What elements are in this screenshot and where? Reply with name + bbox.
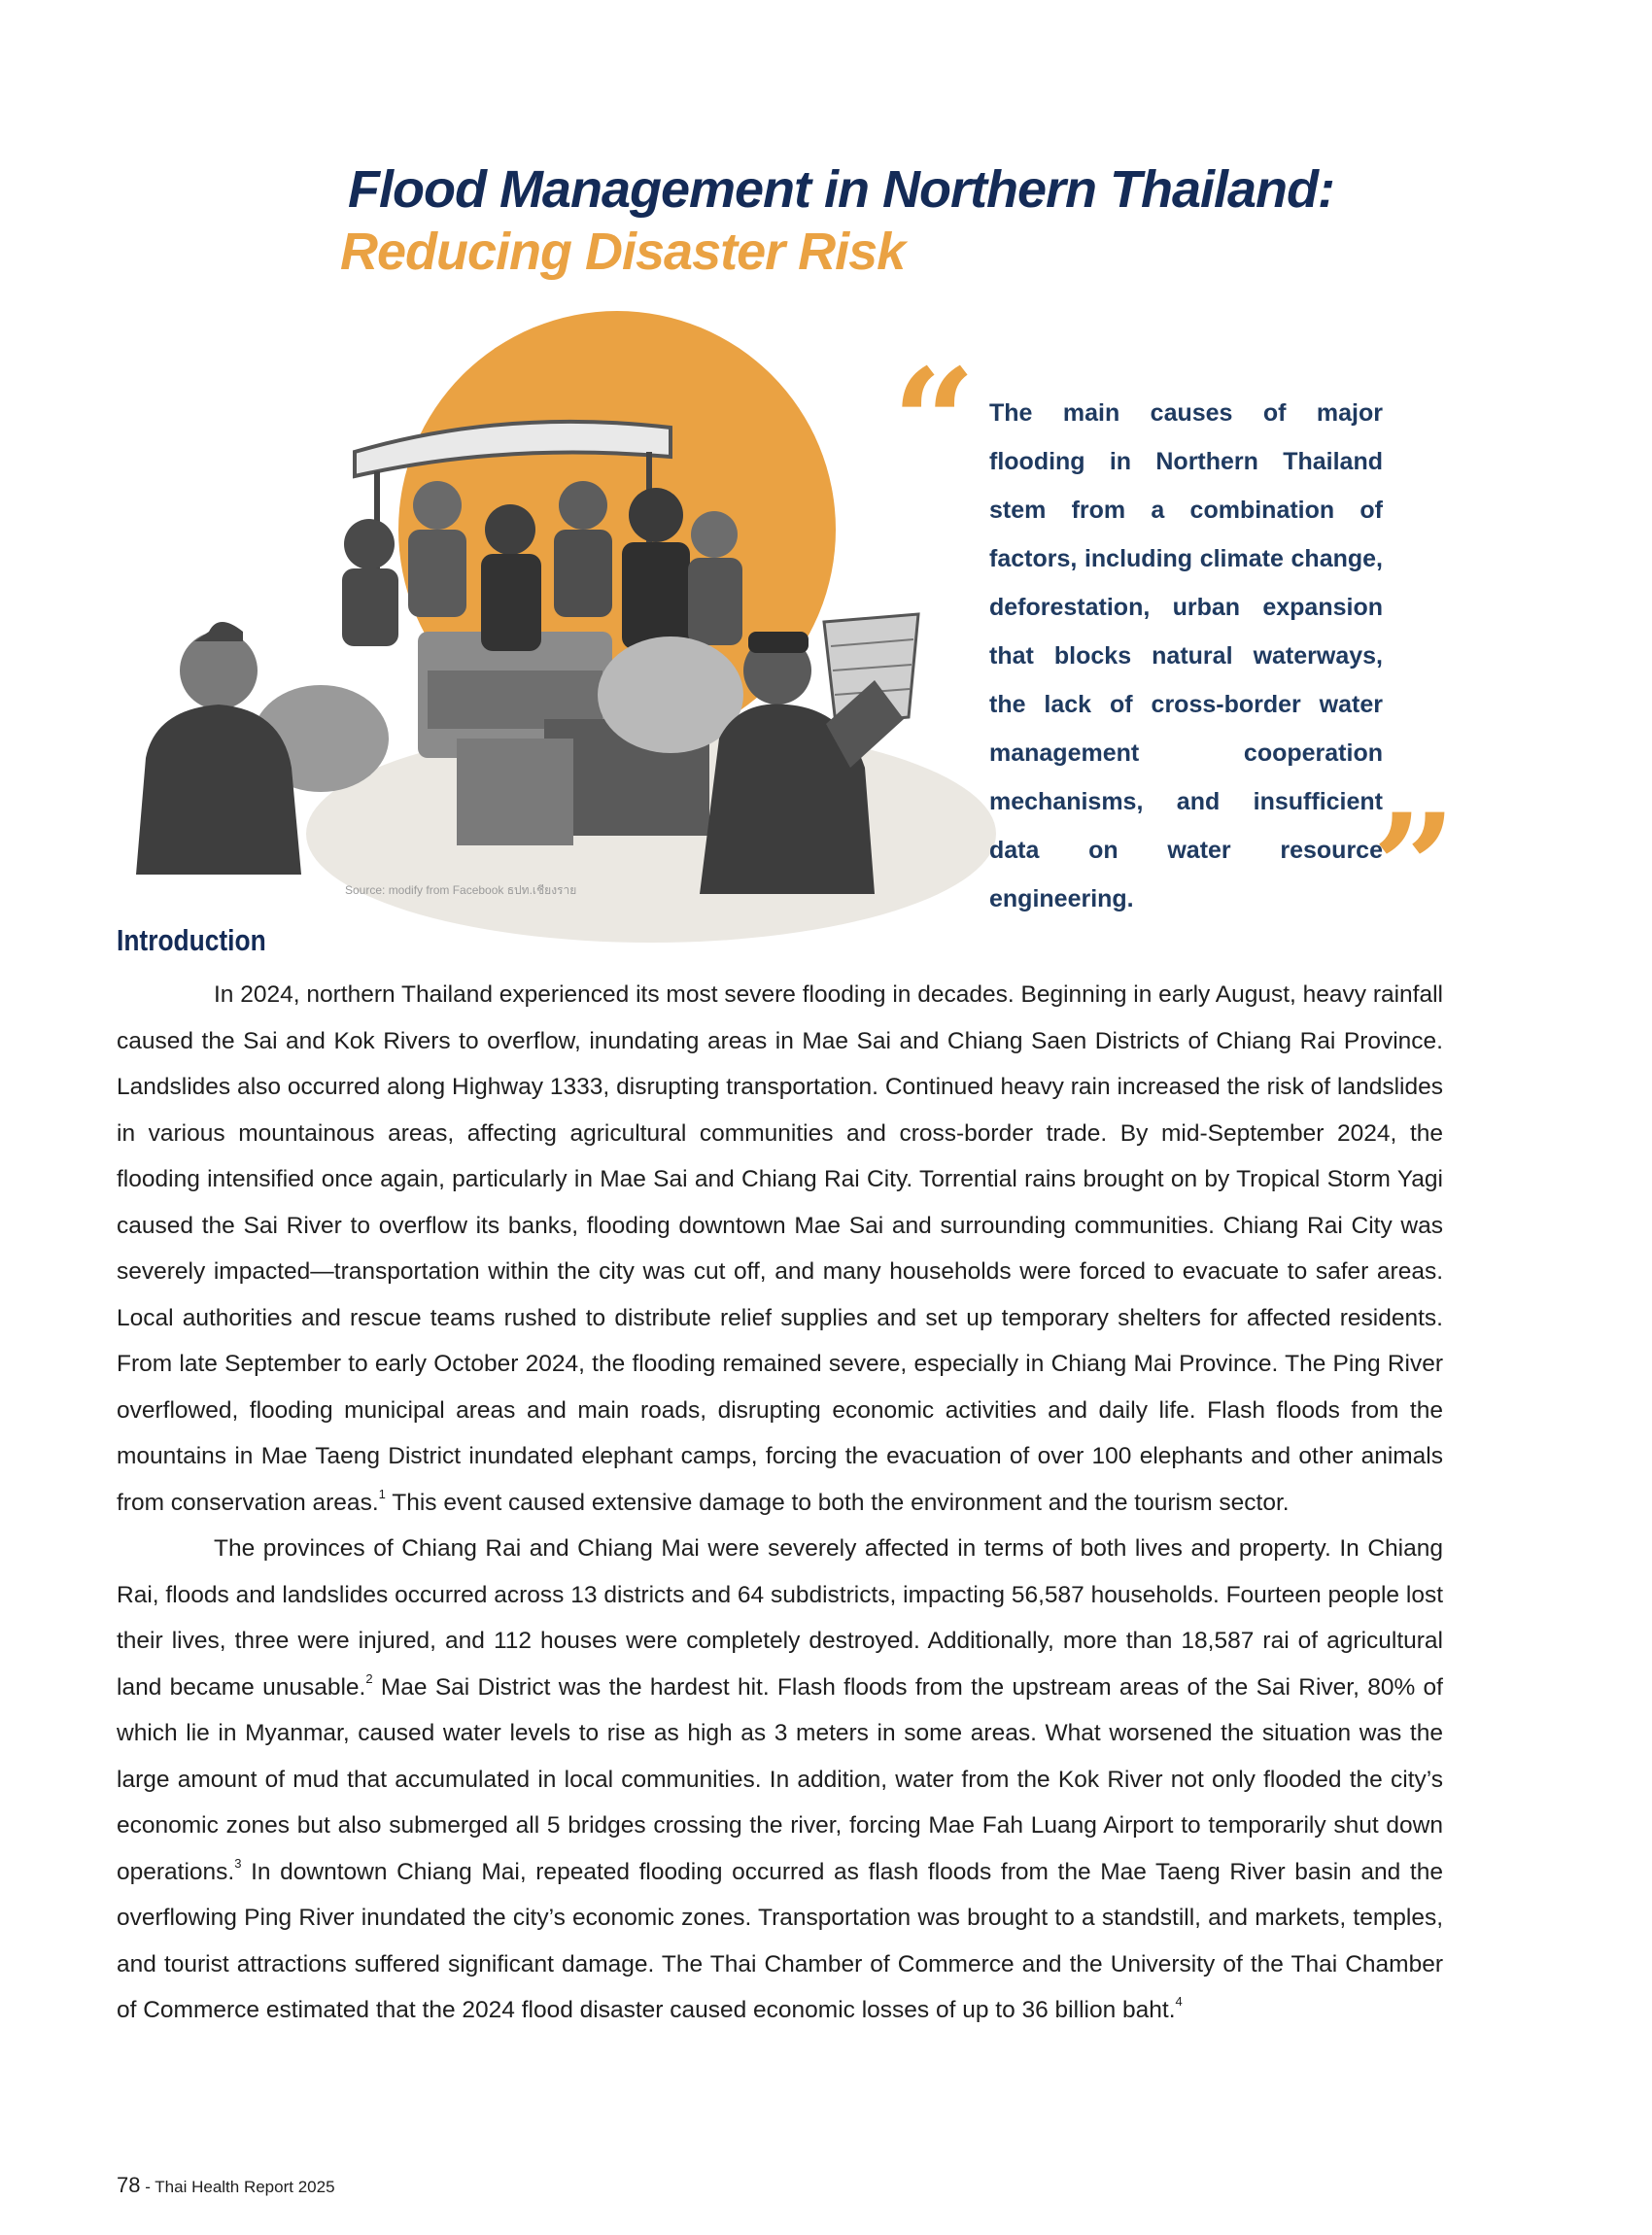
chapter-number: 7 <box>199 110 258 231</box>
page-footer <box>117 2173 335 2198</box>
footnote-ref: 2 <box>365 1670 373 1686</box>
paragraph <box>117 972 1443 1526</box>
introduction-body <box>117 972 1443 2034</box>
page-number: 78 <box>117 2173 141 2197</box>
paragraph-text: In 2024, northern Thailand experienced its most severe flooding in decades. Beginning in early August, heavy rainfall caused the Sai and Kok Rivers to overflow, inundating areas in Mae Sai and Chiang Saen Districts of Chiang Rai Province. Landslides also occurred along Highway 1333, disrupting transportation. Continued heavy rain increased the risk of landslides in various mountainous areas, affecting agricultural communities and cross-border trade. By mid-September 2024, the flooding intensified once again, particularly in Mae Sai and Chiang Rai City. Torrential rains brought on by Tropical Storm Yagi caused the Sai River to overflow its banks, flooding downtown Mae Sai and surrounding communities. Chiang Rai City was severely impacted—transportation within the city was cut off, and many households were forced to evacuate to safer areas. Local authorities and rescue teams rushed to distribute relief supplies and set up temporary shelters for affected residents. From late September to early October 2024, the flooding remained severe, especially in Chiang Mai Province. The Ping River overflowed, flooding municipal areas and main roads, disrupting economic activities and daily life. Flash floods from the mountains in Mae Taeng District inundated elephant camps, forcing the evacuation of over 100 elephants and other animals from conservation areas. <box>117 981 1443 1516</box>
footnote-ref: 3 <box>234 1855 242 1871</box>
open-quote-mark: “ <box>892 337 977 508</box>
chapter-title: Flood Management in Northern Thailand: <box>348 160 1334 219</box>
section-heading-introduction: Introduction <box>117 923 266 957</box>
paragraph-text: In downtown Chiang Mai, repeated flooding occurred as flash floods from the Mae Taeng River basin and the overflowing Ping River inundated the city’s economic zones. Transportation was brought to a standstill, and markets, temples, and tourist attractions suffered significant damage. The Thai Chamber of Commerce and the University of the Thai Chamber of Commerce estimated that the 2024 flood disaster caused economic losses of up to 36 billion baht. <box>117 1858 1443 2023</box>
footer-separator: - <box>140 2178 155 2196</box>
close-quote-mark: ” <box>1372 782 1457 953</box>
chapter-subtitle: Reducing Disaster Risk <box>340 223 906 281</box>
footnote-ref: 1 <box>378 1486 386 1501</box>
paragraph-text: This event caused extensive damage to both the environment and the tourism sector. <box>385 1489 1290 1516</box>
rescuer-left <box>136 622 301 875</box>
paragraph <box>117 1526 1443 2034</box>
publication-name: Thai Health Report 2025 <box>155 2178 335 2196</box>
footnote-ref: 4 <box>1175 1994 1183 2009</box>
paragraph-text: The provinces of Chiang Rai and Chiang Mai were severely affected in terms of both lives and property. In Chiang Rai, floods and landslides occurred across 13 districts and 64 subdistricts, impacting 56,587 households. Fourteen people lost their lives, three were injured, and 112 houses were completely destroyed. Additionally, more than 18,587 rai of agricultural land became unusable. <box>117 1535 1443 1701</box>
photo-source-caption: Source: modify from Facebook ธปท.เชียงราย <box>345 883 577 897</box>
paragraph-text: Mae Sai District was the hardest hit. Flash floods from the upstream areas of the Sai River, 80% of which lie in Myanmar, caused water levels to rise as high as 3 meters in some areas. What worsened the situation was the large amount of mud that accumulated in local communities. In addition, water from the Kok River not only flooded the city’s economic zones but also submerged all 5 bridges crossing the river, forcing Mae Fah Luang Airport to temporarily shut down operations. <box>117 1673 1443 1885</box>
pull-quote: The main causes of major flooding in Northern Thailand stem from a combination of factors, including climate change, deforestation, urban expansion that blocks natural waterways, the lack of cross-border water management cooperation mechanisms, and insufficient data on water resource engineering. <box>989 399 1383 912</box>
